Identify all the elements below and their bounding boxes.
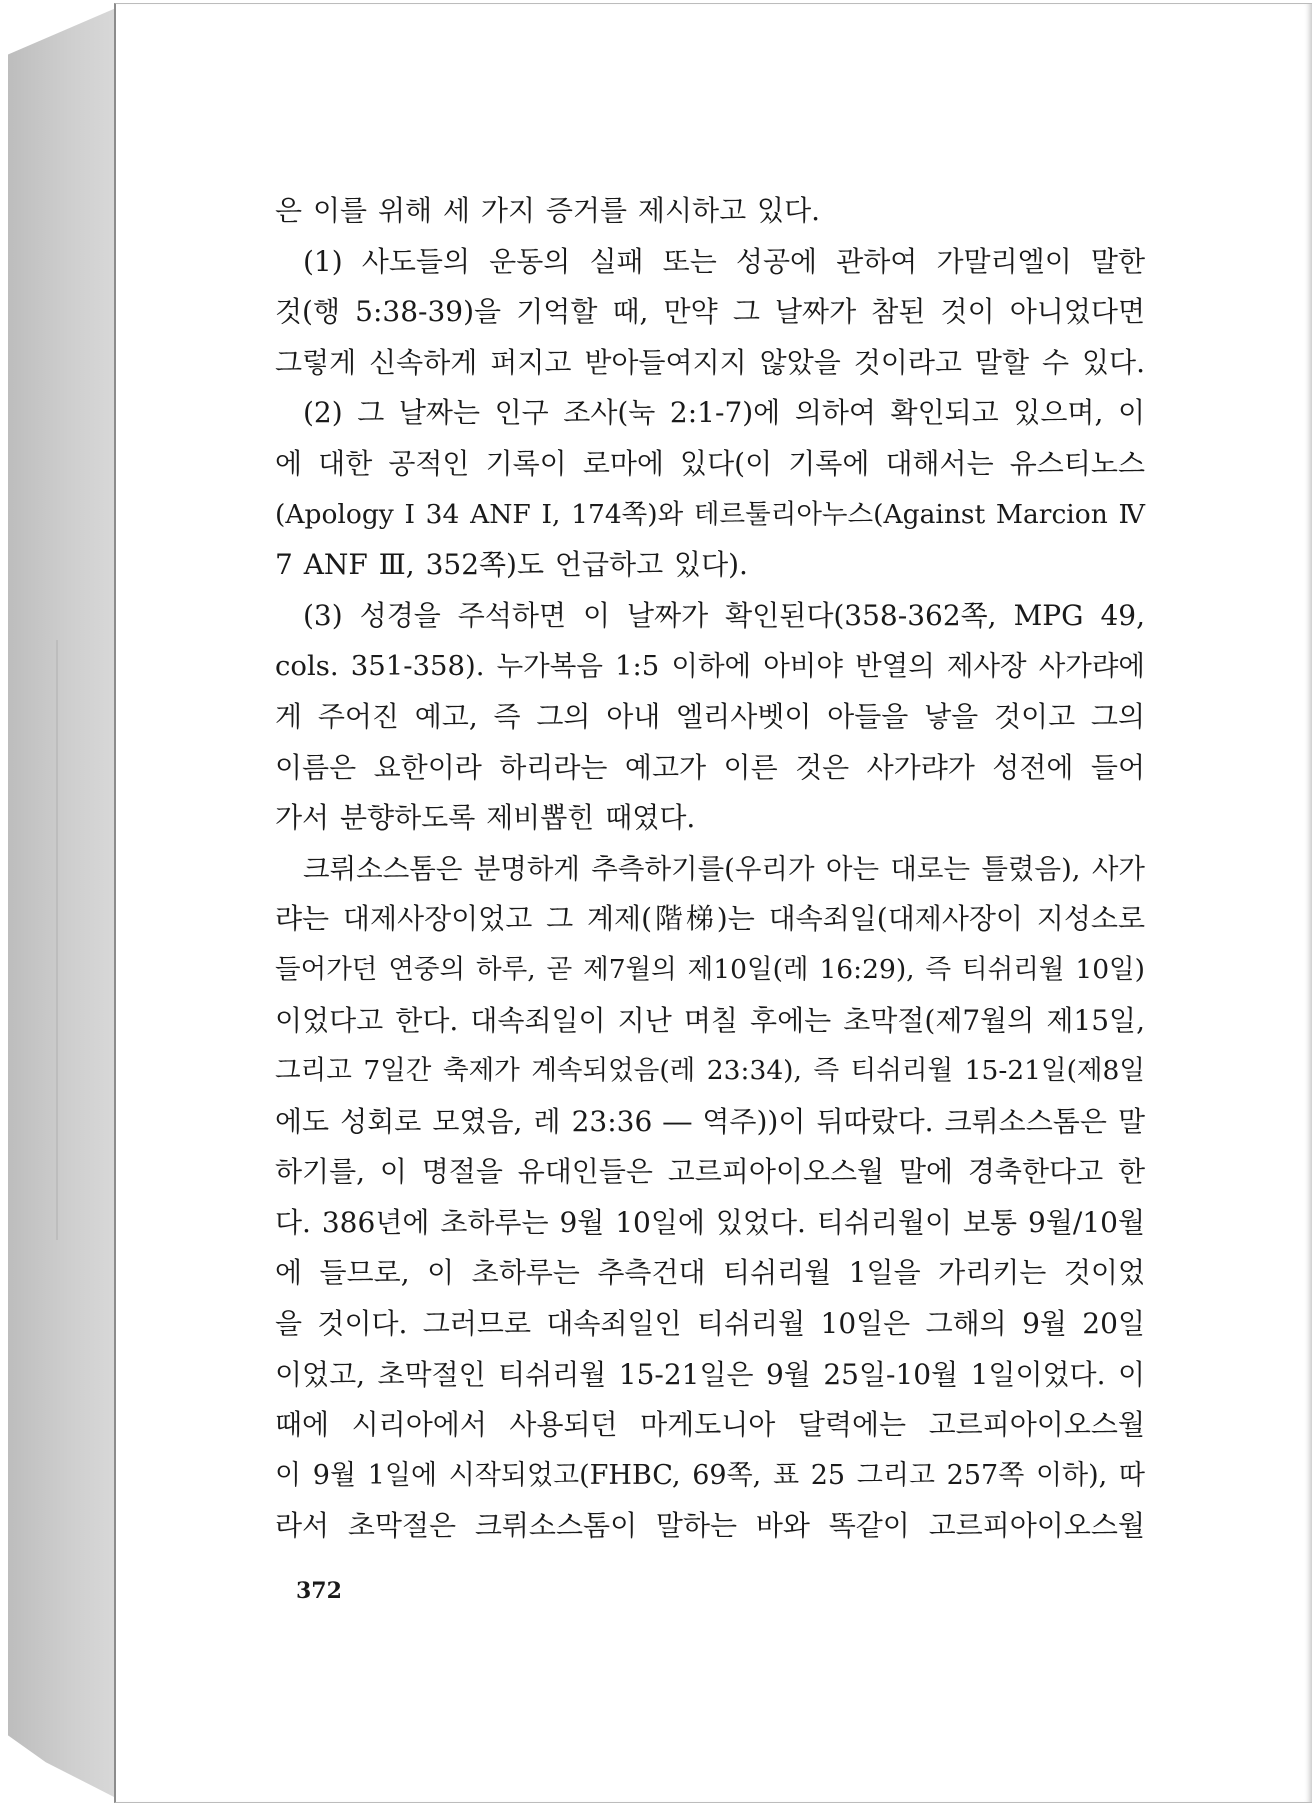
text-line: 랴는 대제사장이었고 그 계제(階梯)는 대속죄일(대제사장이 지성소로 [275,902,1145,936]
text-line: 에도 성회로 모였음, 레 23:36 ― 역주))이 뒤따랐다. 크뤼소스톰은 말 [275,1104,1145,1138]
text-line: 가서 분향하도록 제비뽑힌 때였다. [275,801,696,835]
text-line: 이 9월 1일에 시작되었고(FHBC, 69쪽, 표 25 그리고 257쪽 이하), 따 [275,1459,1145,1491]
text-line: 것(행 5:38-39)을 기억할 때, 만약 그 날짜가 참된 것이 아니었다면 [275,295,1145,329]
text-line: 그리고 7일간 축제가 계속되었음(레 23:34), 즉 티쉬리월 15-21일(제8일 [275,1055,1145,1087]
text-line: 다. 386년에 초하루는 9월 10일에 있었다. 티쉬리월이 보통 9월/10월 [275,1205,1145,1239]
text-line: 에 들므로, 이 초하루는 추측건대 티쉬리월 1일을 가리키는 것이었 [275,1256,1145,1290]
text-line: 이름은 요한이라 하리라는 예고가 이른 것은 사가랴가 성전에 들어 [275,750,1145,784]
body-text [275,186,1145,1552]
text-line: 때에 시리아에서 사용되던 마게도니아 달력에는 고르피아이오스월 [275,1408,1145,1442]
text-line: 이었다고 한다. 대속죄일이 지난 며칠 후에는 초막절(제7월의 제15일, [275,1003,1145,1037]
text-line: (1) 사도들의 운동의 실패 또는 성공에 관하여 가말리엘이 말한 [303,244,1145,278]
text-line: 하기를, 이 명절을 유대인들은 고르피아이오스월 말에 경축한다고 한 [275,1155,1145,1189]
text-line: 크뤼소스톰은 분명하게 추측하기를(우리가 아는 대로는 틀렸음), 사가 [303,852,1145,885]
text-line: cols. 351-358). 누가복음 1:5 이하에 아비야 반열의 제사장 사가랴에 [275,650,1145,683]
text-line: 이었고, 초막절인 티쉬리월 15-21일은 9월 25일-10월 1일이었다. 이 [275,1357,1145,1391]
page-number: 372 [296,1578,342,1604]
text-line: 들어가던 연중의 하루, 곧 제7월의 제10일(레 16:29), 즉 티쉬리월 10일) [275,953,1145,985]
text-line: (3) 성경을 주석하면 이 날짜가 확인된다(358-362쪽, MPG 49, [303,598,1145,632]
text-line: 그렇게 신속하게 퍼지고 받아들여지지 않았을 것이라고 말할 수 있다. [275,345,1145,379]
text-line: 은 이를 위해 세 가지 증거를 제시하고 있다. [275,194,821,227]
text-line: 게 주어진 예고, 즉 그의 아내 엘리사벳이 아들을 낳을 것이고 그의 [275,699,1145,733]
text-line: (2) 그 날짜는 인구 조사(눅 2:1-7)에 의하여 확인되고 있으며, 이 [303,396,1145,430]
text-line: 에 대한 공적인 기록이 로마에 있다(이 기록에 대해서는 유스티노스 [275,446,1145,480]
text-line: 7 ANF Ⅲ, 352쪽)도 언급하고 있다). [275,548,748,582]
text-line: 라서 초막절은 크뤼소스톰이 말하는 바와 똑같이 고르피아이오스월 [275,1509,1145,1543]
text-line: (Apology I 34 ANF I, 174쪽)와 테르툴리아누스(Against Marcion Ⅳ [275,498,1145,530]
page-stack-line [56,640,58,1240]
book-page-stack-edge [8,8,116,1798]
text-line: 을 것이다. 그러므로 대속죄일인 티쉬리월 10일은 그해의 9월 20일 [275,1307,1145,1341]
